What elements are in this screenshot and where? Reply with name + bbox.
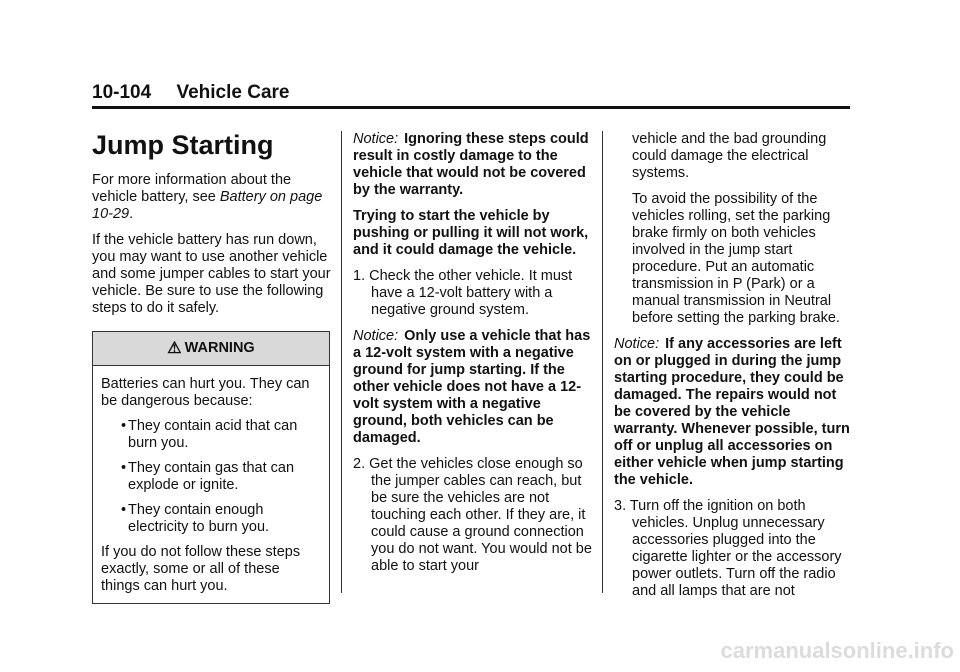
warning-bullet: • They contain gas that can explode or ignite. (121, 460, 295, 493)
column-divider (341, 131, 342, 593)
column-1 (92, 130, 332, 604)
warning-box (92, 331, 330, 604)
notice-12-volt: Notice: Only use a vehicle that has a 12-volt system with a negative ground for jump starting. If the other vehicle does not have a 12-volt system with a negative ground, both vehicles can be damaged. (353, 328, 591, 446)
warning-label: WARNING (184, 340, 255, 356)
bullet-icon: • (121, 460, 127, 476)
watermark: carmanualsonline.info (720, 638, 954, 663)
step-3: 3. Turn off the ignition on both vehicles. Unplug unnecessary accessories plugged into the cigarette lighter or the accessory power outlets. Turn off the radio and all lamps that are not (614, 498, 842, 599)
notice-ignoring-steps: Notice: Ignoring these steps could result in costly damage to the vehicle that would not be covered by the warranty. (353, 131, 589, 198)
battery-reference-link[interactable]: Battery on page 10-29 (92, 189, 323, 222)
warning-triangle-icon: ⚠ (167, 340, 182, 357)
column-divider (602, 131, 603, 593)
notice-accessories: Notice: If any accessories are left on or plugged in during the jump starting procedure, they could be damaged. The repairs would not be covered by the vehicle warranty. Whenever possible, turn off or unplug all accessories on either vehicle when jump starting the vehicle. (614, 336, 850, 488)
bullet-icon: • (121, 418, 127, 434)
intro-paragraph: For more information about the vehicle battery, see Battery on page 10-29. (92, 172, 323, 222)
bold-warning-paragraph: Trying to start the vehicle by pushing or pulling it will not work, and it could damage the vehicle. (353, 208, 589, 258)
step-1: 1. Check the other vehicle. It must have a 12-volt battery with a negative ground system. (353, 268, 573, 318)
page-header (92, 82, 850, 109)
warning-intro: Batteries can hurt you. They can be dangerous because: (101, 376, 310, 409)
warning-outro: If you do not follow these steps exactly, some or all of these things can hurt you. (101, 544, 301, 594)
warning-bullet: • They contain acid that can burn you. (121, 418, 298, 451)
warning-header (93, 332, 329, 366)
step-2-continued: vehicle and the bad grounding could damage the electrical systems. (632, 131, 827, 181)
page-number: 10-104 (92, 82, 152, 103)
step-2: 2. Get the vehicles close enough so the jumper cables can reach, but be sure the vehicles are not touching each other. If they are, it could cause a ground connection you do not want. You would not be able to start your (353, 456, 592, 574)
rundown-paragraph: If the vehicle battery has run down, you may want to use another vehicle and some jumper cables to start your vehicle. Be sure to use the following steps to do it safely. (92, 232, 331, 316)
warning-body (93, 366, 329, 603)
column-2 (353, 131, 593, 584)
bullet-icon: • (121, 502, 127, 518)
page-title: Jump Starting (92, 130, 274, 160)
warning-bullet: • They contain enough electricity to burn you. (121, 502, 270, 535)
parking-brake-paragraph: To avoid the possibility of the vehicles rolling, set the parking brake firmly on both vehicles involved in the jump start procedure. Put an automatic transmission in P (Park) or a manual transmission in Neutral before setting the parking brake. (632, 191, 840, 326)
section-title: Vehicle Care (176, 82, 290, 103)
column-3 (614, 131, 854, 609)
